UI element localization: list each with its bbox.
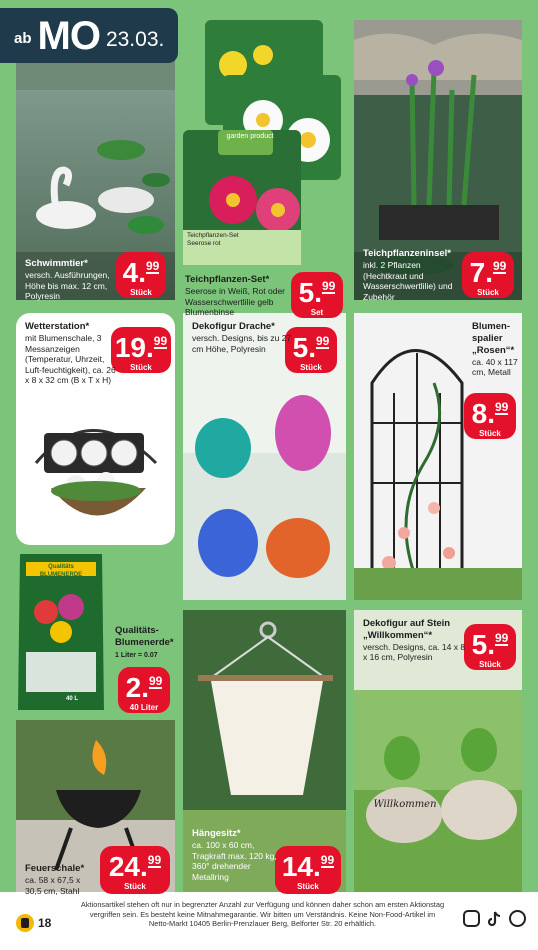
tiktok-icon[interactable] bbox=[486, 910, 503, 927]
firebowl-title: Feuerschale* bbox=[25, 863, 85, 874]
weather-text bbox=[25, 321, 120, 386]
product-card-pond-island[interactable] bbox=[354, 20, 522, 300]
pond-set-pack-brand: garden product bbox=[226, 133, 274, 140]
dragon-price-cents: 99 bbox=[316, 327, 329, 349]
product-card-frog[interactable] bbox=[354, 610, 522, 898]
trellis-price-euro: 8. bbox=[471, 398, 495, 429]
swan-price-cents: 99 bbox=[146, 252, 159, 274]
disclaimer: Aktionsartikel stehen oft nur in begrenzter Anzahl zur Verfügung und können daher schon am ersten Aktionstag vergriffen sein. Es besteht keine Mitnahmegarantie. Wir bitten um Verständnis. Keine Non-Food-Artikel im Netto-Markt 10405 Berlin-Prenzlauer Berg, Belforter Str. 20 erhältlich. bbox=[80, 900, 445, 929]
pond-island-title: Teichpflanzeninsel* bbox=[363, 248, 451, 259]
dragon-price-tag bbox=[285, 327, 337, 373]
swan-text bbox=[25, 258, 120, 302]
frog-title: Dekofigur auf Stein „Willkommen“* bbox=[363, 618, 451, 641]
dragon-text bbox=[192, 321, 292, 354]
frog-price-euro: 5. bbox=[471, 629, 495, 660]
weather-desc: mit Blumenschale, 3 Messanzeigen (Temperatur, Uhrzeit, Luft-feuchtigkeit), ca. 26 x 8 x 32 cm (B x T x H) bbox=[25, 332, 116, 386]
pond-set-price-tag bbox=[291, 272, 343, 318]
date-badge bbox=[0, 8, 178, 63]
frog-desc: versch. Designs, ca. 14 x 8 x 16 cm, Polyresin bbox=[363, 641, 466, 663]
pond-island-text bbox=[363, 248, 463, 302]
dragon-price-unit: Stück bbox=[300, 363, 322, 372]
swan-desc: versch. Ausführungen, Höhe bis max. 12 cm, Polyresin bbox=[25, 269, 110, 302]
pond-set-price-euro: 5. bbox=[298, 277, 322, 308]
soil-price-cents: 99 bbox=[149, 667, 162, 689]
firebowl-text bbox=[25, 863, 95, 896]
swan-title: Schwimmtier* bbox=[25, 258, 88, 269]
netto-logo-icon bbox=[16, 914, 34, 932]
dragon-desc: versch. Designs, bis zu 27 cm Höhe, Polyresin bbox=[192, 332, 292, 354]
pond-island-price-cents: 99 bbox=[493, 252, 506, 274]
page-number bbox=[16, 914, 51, 932]
hammock-price-euro: 14. bbox=[281, 851, 321, 882]
pond-set-price-unit: Set bbox=[310, 308, 324, 317]
product-card-soil[interactable] bbox=[16, 552, 175, 712]
pond-set-pack-label: Teichpflanzen-Set bbox=[187, 232, 239, 239]
dragon-title: Dekofigur Drache* bbox=[192, 321, 275, 332]
trellis-desc: ca. 40 x 117 cm, Metall bbox=[472, 356, 518, 378]
pond-set-pack-sub: Seerose rot bbox=[187, 240, 221, 248]
trellis-title: Blumen-spalier „Rosen“* bbox=[472, 321, 515, 356]
firebowl-desc: ca. 58 x 67,5 x 30,5 cm, Stahl bbox=[25, 874, 81, 896]
weather-price-unit: Stück bbox=[130, 363, 152, 372]
trellis-price-tag bbox=[464, 393, 516, 439]
hammock-price-tag bbox=[275, 846, 341, 894]
page-number-text: 18 bbox=[38, 916, 52, 930]
product-card-pond-set[interactable] bbox=[183, 20, 346, 318]
frog-stone-text: Willkommen bbox=[373, 799, 437, 810]
frog-price-tag bbox=[464, 624, 516, 670]
frog-price-unit: Stück bbox=[479, 660, 501, 669]
hammock-desc: ca. 100 x 60 cm, Tragkraft max. 120 kg, 360° drehender Metallring bbox=[192, 839, 277, 882]
hammock-title: Hängesitz* bbox=[192, 828, 241, 839]
weather-title: Wetterstation* bbox=[25, 321, 90, 332]
product-card-trellis[interactable] bbox=[354, 313, 522, 600]
pond-island-price-unit: Stück bbox=[477, 288, 499, 297]
pond-island-price-euro: 7. bbox=[469, 257, 493, 288]
firebowl-price-euro: 24. bbox=[108, 851, 148, 882]
swan-price-tag bbox=[116, 252, 166, 298]
pond-island-price-tag bbox=[462, 252, 514, 298]
swan-price-unit: Stück bbox=[130, 288, 152, 297]
pond-set-desc: Seerose in Weiß, Rot oder Wasserschwertlilie gelb Blumenbinse bbox=[185, 285, 285, 318]
trellis-price-cents: 99 bbox=[495, 393, 508, 415]
soil-bag-size: 40 L bbox=[66, 696, 79, 702]
weather-price-tag bbox=[111, 327, 171, 373]
date-badge-prefix: ab bbox=[14, 30, 32, 47]
weather-price-euro: 19. bbox=[114, 332, 154, 363]
soil-price-unit: 40 Liter bbox=[129, 703, 159, 712]
soil-price-euro: 2. bbox=[125, 672, 149, 703]
swan-price-euro: 4. bbox=[122, 257, 146, 288]
firebowl-price-tag bbox=[100, 846, 170, 894]
pond-set-price-cents: 99 bbox=[322, 272, 335, 294]
soil-price-tag bbox=[118, 667, 170, 713]
soil-desc: 1 Liter = 0.07 bbox=[115, 651, 158, 659]
weather-station-photo bbox=[16, 393, 175, 543]
pond-set-title: Teichpflanzen-Set* bbox=[185, 274, 270, 285]
hammock-text bbox=[192, 828, 282, 882]
page-footer bbox=[0, 892, 538, 950]
firebowl-price-cents: 99 bbox=[148, 846, 161, 868]
product-card-dragon[interactable] bbox=[183, 313, 346, 600]
social-icons bbox=[463, 910, 526, 927]
soil-text bbox=[115, 625, 175, 661]
firebowl-price-unit: Stück bbox=[124, 882, 146, 891]
pond-set-photo bbox=[183, 20, 346, 265]
frog-text bbox=[363, 618, 471, 663]
product-card-firebowl[interactable] bbox=[16, 720, 175, 898]
product-card-hammock[interactable] bbox=[183, 610, 346, 898]
product-card-weather-station[interactable] bbox=[16, 313, 175, 545]
dragon-price-euro: 5. bbox=[292, 332, 316, 363]
trellis-price-unit: Stück bbox=[479, 429, 501, 438]
whatsapp-icon[interactable] bbox=[509, 910, 526, 927]
hammock-price-cents: 99 bbox=[321, 846, 334, 868]
soil-title: Qualitäts-Blumenerde* bbox=[115, 625, 174, 648]
date-badge-date: 23.03. bbox=[105, 27, 165, 51]
weather-price-cents: 99 bbox=[154, 327, 167, 349]
pond-island-desc: inkl. 2 Pflanzen (Hechtkraut und Wasserschwertlilie) und Zubehör bbox=[363, 259, 453, 302]
soil-bag-label: Qualitäts BLUMENERDE bbox=[39, 564, 83, 578]
trellis-text bbox=[472, 321, 520, 378]
hammock-price-unit: Stück bbox=[297, 882, 319, 891]
frog-price-cents: 99 bbox=[495, 624, 508, 646]
pond-set-text bbox=[185, 274, 295, 318]
pond-set-pack-label-wrap bbox=[187, 232, 297, 248]
instagram-icon[interactable] bbox=[463, 910, 480, 927]
date-badge-day: MO bbox=[37, 13, 100, 58]
